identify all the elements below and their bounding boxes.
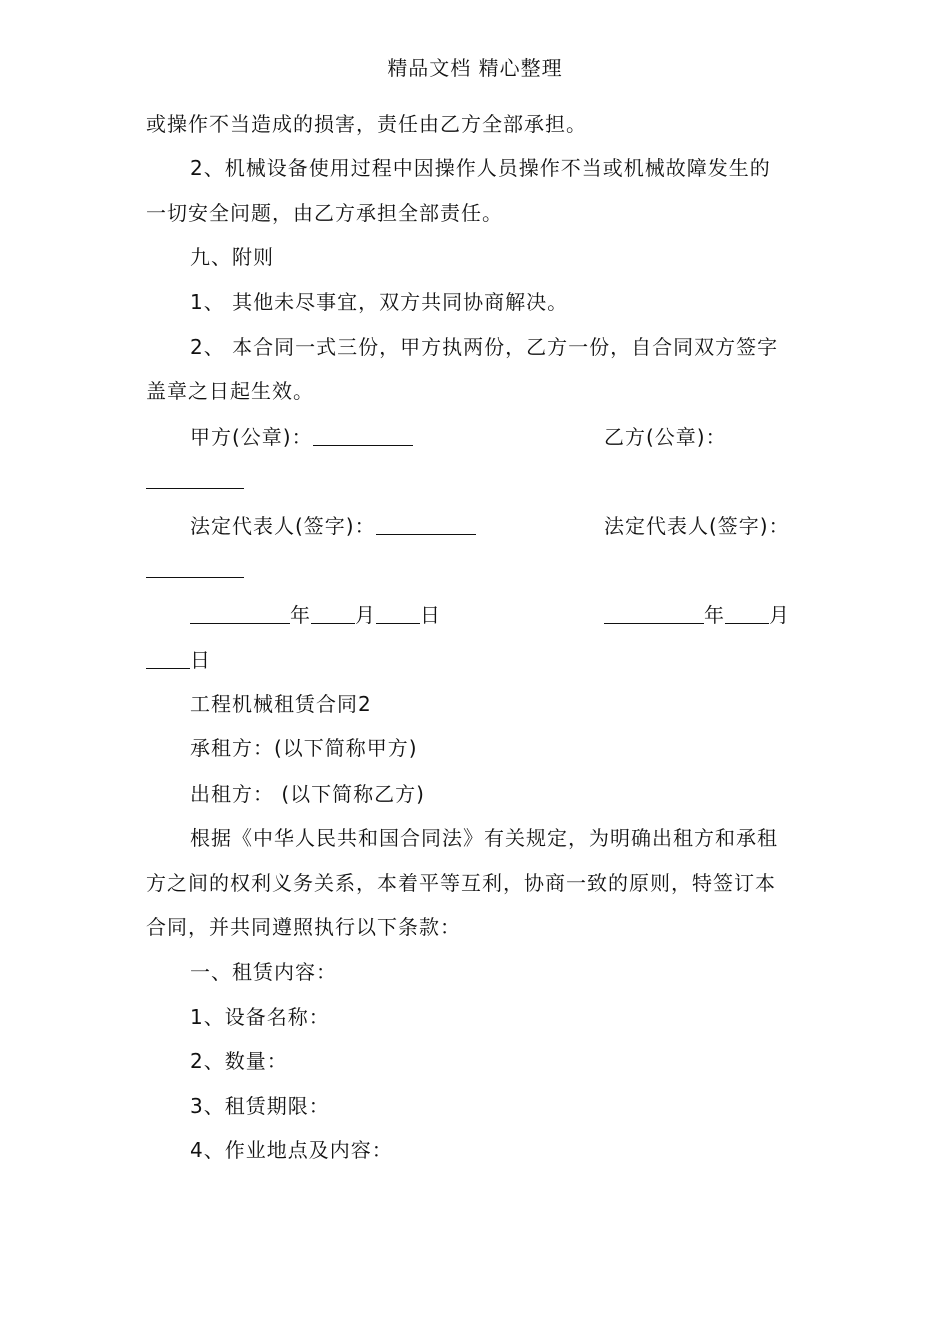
party-b-label: 乙方(公章)： xyxy=(604,425,727,449)
section-heading: 一、租赁内容： xyxy=(190,960,337,984)
paragraph-line: 2、机械设备使用过程中因操作人员操作不当或机械故障发生的 xyxy=(190,156,771,180)
section-heading: 九、附则 xyxy=(190,245,274,269)
day-label: 日 xyxy=(420,603,441,627)
rep-b-blank xyxy=(146,557,244,578)
year-blank xyxy=(604,603,704,624)
year-blank xyxy=(190,603,290,624)
rep-a-sign-line xyxy=(190,512,476,540)
lessor-line: 出租方： (以下简称乙方) xyxy=(190,782,425,806)
paragraph-line: 或操作不当造成的损害，责任由乙方全部承担。 xyxy=(146,112,587,136)
date-b-day-line xyxy=(146,646,211,674)
month-blank xyxy=(311,603,355,624)
paragraph-line: 2、 本合同一式三份，甲方执两份，乙方一份，自合同双方签字 xyxy=(190,335,779,359)
list-item: 4、作业地点及内容： xyxy=(190,1138,393,1162)
rep-b-sign-line xyxy=(146,555,244,583)
list-item: 2、数量： xyxy=(190,1049,288,1073)
month-label: 月 xyxy=(355,603,376,627)
paragraph-line: 合同，并共同遵照执行以下条款： xyxy=(146,915,461,939)
party-b-blank xyxy=(146,468,244,489)
year-label: 年 xyxy=(704,603,725,627)
party-a-blank xyxy=(313,425,413,446)
paragraph-line: 一切安全问题，由乙方承担全部责任。 xyxy=(146,201,503,225)
list-item: 3、租赁期限： xyxy=(190,1094,330,1118)
party-b-seal-line xyxy=(146,466,244,494)
lessee-line: 承租方：(以下简称甲方) xyxy=(190,736,418,760)
rep-b-label: 法定代表人(签字)： xyxy=(604,514,790,538)
contract-title: 工程机械租赁合同2 xyxy=(190,692,372,716)
rep-a-label: 法定代表人(签字)： xyxy=(190,514,376,538)
paragraph-line: 根据《中华人民共和国合同法》有关规定，为明确出租方和承租 xyxy=(190,826,778,850)
party-a-label: 甲方(公章)： xyxy=(190,425,313,449)
day-blank xyxy=(376,603,420,624)
year-label: 年 xyxy=(290,603,311,627)
list-item: 1、设备名称： xyxy=(190,1005,330,1029)
date-b-line xyxy=(604,601,790,629)
day-blank xyxy=(146,648,190,669)
date-a-line xyxy=(190,601,441,629)
party-a-seal-line xyxy=(190,423,413,451)
month-blank xyxy=(725,603,769,624)
paragraph-line: 盖章之日起生效。 xyxy=(146,379,314,403)
month-label: 月 xyxy=(769,603,790,627)
day-label: 日 xyxy=(190,648,211,672)
paragraph-line: 方之间的权利义务关系，本着平等互利，协商一致的原则，特签订本 xyxy=(146,871,776,895)
page-header: 精品文档 精心整理 xyxy=(387,56,563,80)
rep-a-blank xyxy=(376,514,476,535)
paragraph-line: 1、 其他未尽事宜，双方共同协商解决。 xyxy=(190,290,569,314)
